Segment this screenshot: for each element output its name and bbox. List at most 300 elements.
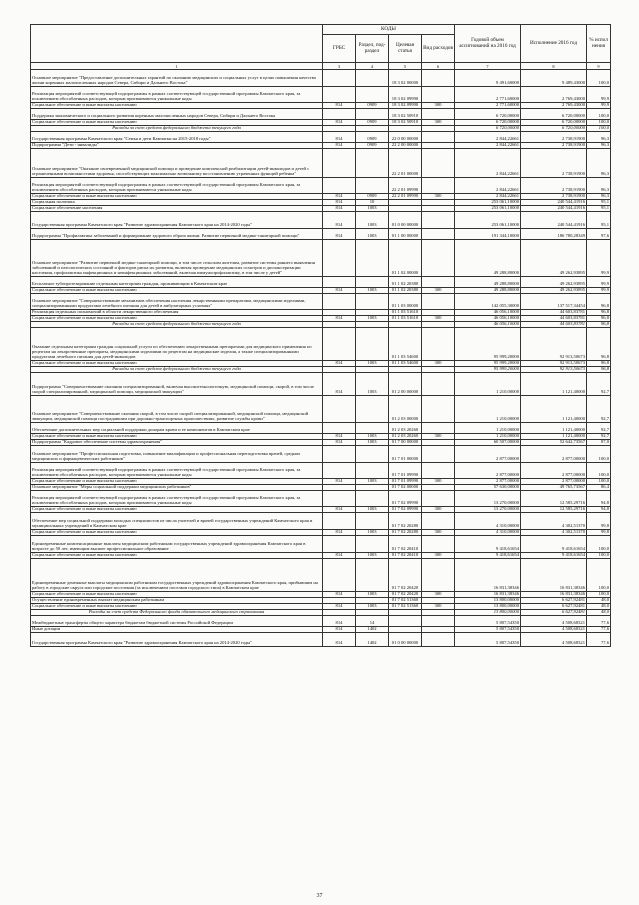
- row-razdel-cell: 1003: [356, 288, 389, 294]
- row-grbs-cell: 814: [323, 103, 356, 109]
- table-row: [31, 446, 611, 463]
- table-row: [31, 240, 611, 277]
- row-percent-cell: 99,9: [587, 277, 611, 288]
- column-number: 8: [521, 63, 587, 70]
- row-name-cell: Основное мероприятие "Развитие первичной медико-санитарной помощи, в том числе сельским жителям, развитие системы раннего выявления заболеваний и патологических состояний и факторов риска их развития, включая проведение медицинских осмотров и диспансеризации населения, профилактика инфекционных и неинфекционных заболеваний, включая иммунопрофилактику, в том числе у детей": [31, 240, 323, 277]
- row-plan-cell: 46 056,10000: [455, 316, 521, 322]
- row-percent-cell: 100,0: [587, 479, 611, 485]
- row-grbs-cell: [323, 328, 356, 361]
- row-plan-cell: 2 771,60000: [455, 87, 521, 103]
- row-grbs-cell: [323, 396, 356, 423]
- row-fact-cell: 44 603,83781: [521, 316, 587, 322]
- row-target-article-cell: 01 2 03 00000: [389, 396, 422, 423]
- header-fact: Исполнение 2016 год: [521, 25, 587, 63]
- row-name-cell: Осуществление единовременных выплат медицинским работникам: [31, 598, 323, 604]
- row-plan-cell: 16 831,38346: [455, 559, 521, 592]
- row-name-cell: Социальное обеспечение и иные выплаты населению: [31, 434, 323, 440]
- row-plan-cell: 253 061,10000: [455, 212, 521, 229]
- table-row: [31, 491, 611, 507]
- row-razdel-cell: 1402: [356, 633, 389, 647]
- row-name-cell: Подпрограмма "Дети - инвалиды": [31, 143, 323, 149]
- row-target-article-cell: 01 7 02 20420: [389, 559, 422, 592]
- row-plan-cell: 13 270,00000: [455, 507, 521, 513]
- row-grbs-cell: 814: [323, 373, 356, 396]
- row-expense-type-cell: [422, 536, 455, 553]
- column-number: 1: [31, 63, 323, 70]
- row-target-article-cell: 01 7 01 00000: [389, 446, 422, 463]
- table-row: [31, 513, 611, 530]
- row-target-article-cell: 22 2 01 00000: [389, 149, 422, 178]
- table-row: [31, 109, 611, 120]
- row-razdel-cell: 0909: [356, 143, 389, 149]
- table-row: [31, 178, 611, 194]
- header-name-cell: [31, 25, 323, 63]
- row-razdel-cell: 1402: [356, 627, 389, 633]
- row-expense-type-cell: 300: [422, 120, 455, 126]
- row-name-cell: Социальное обеспечение и иные выплаты населению: [31, 288, 323, 294]
- row-name-cell: Государственная программа Камчатского края "Семья и дети Камчатки на 2015-2018 годы": [31, 132, 323, 143]
- row-plan-cell: 13 800,00000: [455, 604, 521, 610]
- row-target-article-cell: 18 3 02 09990: [389, 87, 422, 103]
- row-expense-type-cell: 300: [422, 434, 455, 440]
- row-name-cell: Единовременные компенсационные выплаты медицинским работникам государственных учреждений здравоохранения Камчатского края в возрасте до 50 лет, имеющим высшее профессиональное образование: [31, 536, 323, 553]
- row-fact-cell: 52 642,73567: [521, 440, 587, 446]
- row-fact-cell: 44 603,83781: [521, 310, 587, 316]
- row-razdel-cell: [356, 149, 389, 178]
- row-grbs-cell: [323, 446, 356, 463]
- row-expense-type-cell: [422, 463, 455, 479]
- row-target-article-cell: 01 7 02 51360: [389, 598, 422, 604]
- row-percent-cell: 77,6: [587, 627, 611, 633]
- row-name-cell: Реализация мероприятий соответствующей подпрограммы в рамках соответствующей государственной программы Камчатского края, за исключением обособленных расходов, которым присваиваются уникальные коды: [31, 87, 323, 103]
- row-fact-cell: 6 720,00000: [521, 109, 587, 120]
- row-fact-cell: 240 544,41916: [521, 212, 587, 229]
- row-name-cell: Реализация мероприятий соответствующей подпрограммы в рамках соответствующей государственной программы Камчатского края, за исключением обособленных расходов, которым присваиваются уникальные коды: [31, 491, 323, 507]
- row-razdel-cell: [356, 446, 389, 463]
- row-plan-cell: 2 844,22661: [455, 149, 521, 178]
- row-fact-cell: 240 544,41916: [521, 206, 587, 212]
- row-percent-cell: 96,8: [587, 367, 611, 373]
- row-plan-cell: 57 630,00000: [455, 485, 521, 491]
- row-percent-cell: 95,1: [587, 206, 611, 212]
- row-target-article-cell: 18 3 02 50910: [389, 120, 422, 126]
- row-percent-cell: 99,9: [587, 87, 611, 103]
- row-razdel-cell: 1003: [356, 479, 389, 485]
- row-name-cell: Основное мероприятие "Совершенствование механизмов обеспечения населения лекарственными препаратами, медицинскими изделиями, специализированными продуктами лечебного питания для детей в амбулаторных условиях": [31, 294, 323, 310]
- row-fact-cell: 49 262,93895: [521, 288, 587, 294]
- row-target-article-cell: 01 7 02 51360: [389, 604, 422, 610]
- row-expense-type-cell: [422, 132, 455, 143]
- row-name-cell: Подпрограмма "Профилактика заболеваний и формирование здорового образа жизни. Развитие первичной медико-санитарной помощи": [31, 229, 323, 240]
- column-number: 4: [356, 63, 389, 70]
- row-percent-cell: 96,8: [587, 294, 611, 310]
- row-target-article-cell: 01 7 02 00000: [389, 485, 422, 491]
- row-plan-cell: 49 288,80000: [455, 240, 521, 277]
- row-plan-cell: 2 877,00000: [455, 463, 521, 479]
- row-grbs-cell: 814: [323, 553, 356, 559]
- row-target-article-cell: 01 1 03 54600: [389, 328, 422, 361]
- table-row: [31, 536, 611, 553]
- row-percent-cell: 95,1: [587, 212, 611, 229]
- row-grbs-cell: 814: [323, 434, 356, 440]
- row-percent-cell: 100,0: [587, 559, 611, 592]
- row-grbs-cell: 814: [323, 316, 356, 322]
- row-razdel-cell: 1003: [356, 440, 389, 446]
- row-name-cell: Социальное обеспечение населения: [31, 206, 323, 212]
- row-fact-cell: 6 720,00000: [521, 126, 587, 132]
- table-row: [31, 463, 611, 479]
- row-name-cell: Социальное обеспечение и иные выплаты населению: [31, 553, 323, 559]
- row-target-article-cell: 22 2 01 09990: [389, 194, 422, 200]
- row-razdel-cell: [356, 277, 389, 288]
- row-grbs-cell: 814: [323, 592, 356, 598]
- row-percent-cell: 99,8: [587, 530, 611, 536]
- row-percent-cell: 94,8: [587, 491, 611, 507]
- row-percent-cell: 96,8: [587, 322, 611, 328]
- row-target-article-cell: 01 2 03 20260: [389, 423, 422, 434]
- row-plan-cell: 2 877,00000: [455, 479, 521, 485]
- row-grbs-cell: [323, 277, 356, 288]
- row-expense-type-cell: [422, 149, 455, 178]
- row-expense-type-cell: [422, 559, 455, 592]
- row-percent-cell: 92,7: [587, 423, 611, 434]
- row-percent-cell: 97,6: [587, 229, 611, 240]
- row-plan-cell: 13 800,00000: [455, 610, 521, 616]
- row-fact-cell: 92 913,50673: [521, 367, 587, 373]
- row-percent-cell: 96,3: [587, 178, 611, 194]
- row-target-article-cell: 22 2 01 09990: [389, 178, 422, 194]
- row-target-article-cell: 01 1 03 54600: [389, 361, 422, 367]
- row-fact-cell: 92 913,50673: [521, 328, 587, 361]
- row-plan-cell: 9 418,61654: [455, 536, 521, 553]
- column-number: 7: [455, 63, 521, 70]
- row-grbs-cell: 814: [323, 627, 356, 633]
- row-target-article-cell: 01 1 02 20380: [389, 288, 422, 294]
- row-grbs-cell: [323, 423, 356, 434]
- row-fact-cell: 2 738,91900: [521, 149, 587, 178]
- row-razdel-cell: [356, 423, 389, 434]
- row-grbs-cell: 814: [323, 288, 356, 294]
- row-plan-cell: 46 056,10000: [455, 310, 521, 316]
- row-target-article-cell: 01 2 03 20260: [389, 434, 422, 440]
- row-grbs-cell: [323, 491, 356, 507]
- row-grbs-cell: 814: [323, 206, 356, 212]
- row-fact-cell: 2 769,43000: [521, 87, 587, 103]
- row-fact-cell: 44 603,83781: [521, 322, 587, 328]
- row-percent-cell: 48,0: [587, 604, 611, 610]
- row-razdel-cell: [356, 87, 389, 103]
- row-expense-type-cell: [422, 396, 455, 423]
- row-name-cell: Государственная программа Камчатского края "Развитие здравоохранения Камчатского края на 2014-2020 годы": [31, 212, 323, 229]
- row-grbs-cell: [323, 463, 356, 479]
- row-fact-cell: 2 738,91900: [521, 194, 587, 200]
- row-percent-cell: 100,0: [587, 70, 611, 87]
- row-plan-cell: 46 056,10000: [455, 322, 521, 328]
- row-razdel-cell: 1003: [356, 229, 389, 240]
- row-grbs-cell: 814: [323, 229, 356, 240]
- row-fact-cell: 9 418,61654: [521, 553, 587, 559]
- row-percent-cell: 86,4: [587, 485, 611, 491]
- row-percent-cell: 48,0: [587, 598, 611, 604]
- row-razdel-cell: [356, 396, 389, 423]
- row-target-article-cell: 01 1 03 51610: [389, 310, 422, 316]
- row-target-article-cell: 01 7 02 20280: [389, 530, 422, 536]
- row-fact-cell: 12 585,29716: [521, 491, 587, 507]
- budget-execution-table: [30, 24, 611, 647]
- row-plan-cell: 1 210,00000: [455, 423, 521, 434]
- row-grbs-cell: 814: [323, 194, 356, 200]
- row-expense-type-cell: [422, 178, 455, 194]
- row-expense-type-cell: [422, 328, 455, 361]
- row-grbs-cell: [323, 178, 356, 194]
- row-expense-type-cell: [422, 491, 455, 507]
- row-name-cell: Расходы за счет средств федерального бюджета текущего года: [31, 367, 323, 373]
- row-razdel-cell: [356, 513, 389, 530]
- column-number: 9: [587, 63, 611, 70]
- row-grbs-cell: 814: [323, 212, 356, 229]
- row-percent-cell: 96,8: [587, 316, 611, 322]
- row-target-article-cell: 01 0 00 00000: [389, 633, 422, 647]
- table-body: [31, 70, 611, 647]
- header-percent: % испол нения: [587, 25, 611, 63]
- row-percent-cell: 100,0: [587, 592, 611, 598]
- row-target-article-cell: 01 1 03 00000: [389, 294, 422, 310]
- row-razdel-cell: [356, 328, 389, 361]
- row-plan-cell: 191 344,10000: [455, 229, 521, 240]
- header-expense-type: Вид расходов: [422, 35, 455, 63]
- row-percent-cell: 100,0: [587, 553, 611, 559]
- row-fact-cell: 6 627,92481: [521, 610, 587, 616]
- row-razdel-cell: [356, 294, 389, 310]
- row-name-cell: Подпрограмма "Кадровое обеспечение системы здравоохранения": [31, 440, 323, 446]
- row-grbs-cell: 814: [323, 120, 356, 126]
- row-name-cell: Основное мероприятие "Профессиональная подготовка, повышение квалификации и профессиональная переподготовка врачей, средних медицинских и фармацевтических работников": [31, 446, 323, 463]
- row-grbs-cell: 814: [323, 132, 356, 143]
- row-target-article-cell: 01 7 02 20410: [389, 553, 422, 559]
- row-target-article-cell: 18 3 02 09990: [389, 103, 422, 109]
- row-target-article-cell: 01 7 02 20410: [389, 536, 422, 553]
- table-row: [31, 294, 611, 310]
- row-razdel-cell: [356, 463, 389, 479]
- row-razdel-cell: 1003: [356, 553, 389, 559]
- row-razdel-cell: [356, 491, 389, 507]
- row-fact-cell: 1 121,40000: [521, 396, 587, 423]
- row-fact-cell: 4 508,68321: [521, 627, 587, 633]
- row-plan-cell: 9 491,60000: [455, 70, 521, 87]
- row-plan-cell: 253 061,10000: [455, 206, 521, 212]
- row-grbs-cell: [323, 294, 356, 310]
- row-percent-cell: 100,0: [587, 446, 611, 463]
- row-fact-cell: 2 769,43000: [521, 103, 587, 109]
- row-percent-cell: 99,8: [587, 513, 611, 530]
- row-percent-cell: 92,7: [587, 396, 611, 423]
- row-name-cell: Подпрограмма "Совершенствование оказания специализированной, включая высокотехнологичную, медицинской помощи, скорой, в том числе скорой специализированной, медицинской помощи, медицинской эвакуации": [31, 373, 323, 396]
- row-plan-cell: 95 999,20000: [455, 328, 521, 361]
- row-percent-cell: 100,0: [587, 463, 611, 479]
- header-razdel: Раздел, под-раздел: [356, 35, 389, 63]
- row-plan-cell: 13 270,00000: [455, 491, 521, 507]
- row-grbs-cell: 814: [323, 507, 356, 513]
- row-fact-cell: 92 913,50673: [521, 361, 587, 367]
- row-fact-cell: 1 121,40000: [521, 373, 587, 396]
- header-codes-row: [31, 25, 611, 35]
- row-percent-cell: 96,3: [587, 194, 611, 200]
- row-target-article-cell: 22 2 00 00000: [389, 143, 422, 149]
- row-grbs-cell: [323, 109, 356, 120]
- row-grbs-cell: [323, 559, 356, 592]
- row-target-article-cell: 01 7 01 09990: [389, 479, 422, 485]
- row-fact-cell: 4 508,68321: [521, 633, 587, 647]
- row-plan-cell: 49 288,80000: [455, 277, 521, 288]
- row-percent-cell: 96,8: [587, 328, 611, 361]
- row-expense-type-cell: [422, 70, 455, 87]
- row-expense-type-cell: 300: [422, 507, 455, 513]
- row-expense-type-cell: 300: [422, 194, 455, 200]
- row-name-cell: Социальное обеспечение и иные выплаты населению: [31, 479, 323, 485]
- row-fact-cell: 2 877,00000: [521, 446, 587, 463]
- row-name-cell: Межбюджетные трансферты общего характера бюджетам бюджетной системы Российской Федерации: [31, 616, 323, 627]
- row-expense-type-cell: 300: [422, 103, 455, 109]
- row-expense-type-cell: 300: [422, 288, 455, 294]
- row-expense-type-cell: [422, 294, 455, 310]
- row-target-article-cell: 01 7 02 09990: [389, 507, 422, 513]
- row-plan-cell: 95 999,20000: [455, 361, 521, 367]
- row-plan-cell: 2 771,60000: [455, 103, 521, 109]
- row-name-cell: Основное мероприятие "Предоставление дополнительных гарантий по оказанию медицинских и социальных услуг в целях повышения качества жизни коренных малочисленных народов Севера, Сибири и Дальнего Востока": [31, 70, 323, 87]
- row-name-cell: Социальное обеспечение и иные выплаты населению: [31, 604, 323, 610]
- row-percent-cell: 96,8: [587, 361, 611, 367]
- table-row: [31, 633, 611, 647]
- row-plan-cell: 6 720,00000: [455, 126, 521, 132]
- table-row: [31, 373, 611, 396]
- row-target-article-cell: 01 1 02 00000: [389, 240, 422, 277]
- row-fact-cell: 240 544,41916: [521, 200, 587, 206]
- row-fact-cell: 186 780,28349: [521, 229, 587, 240]
- row-expense-type-cell: [422, 277, 455, 288]
- row-fact-cell: 49 262,93895: [521, 277, 587, 288]
- row-percent-cell: 77,6: [587, 616, 611, 627]
- row-target-article-cell: 01 7 02 09990: [389, 491, 422, 507]
- row-expense-type-cell: [422, 373, 455, 396]
- row-plan-cell: 6 720,00000: [455, 120, 521, 126]
- row-razdel-cell: 14: [356, 616, 389, 627]
- row-name-cell: Социальное обеспечение и иные выплаты населению: [31, 592, 323, 598]
- row-plan-cell: 16 831,38346: [455, 592, 521, 598]
- row-fact-cell: 9 489,43000: [521, 70, 587, 87]
- row-target-article-cell: 01 1 03 51610: [389, 316, 422, 322]
- row-name-cell: Обеспечение мер социальной поддержки молодых специалистов из числа учителей и врачей государственных учреждений Камчатского края и муниципальных учреждений в Камчатском крае: [31, 513, 323, 530]
- row-fact-cell: 4 302,51370: [521, 530, 587, 536]
- table-row: [31, 229, 611, 240]
- row-plan-cell: 4 310,00000: [455, 513, 521, 530]
- row-razdel-cell: 1003: [356, 316, 389, 322]
- row-target-article-cell: 18 3 02 00000: [389, 70, 422, 87]
- row-target-article-cell: 01 0 00 00000: [389, 212, 422, 229]
- table-row: [31, 212, 611, 229]
- row-fact-cell: 49 765,73567: [521, 485, 587, 491]
- row-fact-cell: 137 517,34454: [521, 294, 587, 310]
- row-plan-cell: 49 288,80000: [455, 288, 521, 294]
- row-name-cell: Социальная политика: [31, 200, 323, 206]
- row-target-article-cell: 01 7 02 20280: [389, 513, 422, 530]
- row-razdel-cell: 1003: [356, 530, 389, 536]
- row-fact-cell: 4 302,51370: [521, 513, 587, 530]
- row-plan-cell: 1 210,00000: [455, 434, 521, 440]
- row-expense-type-cell: 300: [422, 316, 455, 322]
- row-target-article-cell: 22 0 00 00000: [389, 132, 422, 143]
- row-plan-cell: 5 807,54350: [455, 616, 521, 627]
- row-percent-cell: 100,0: [587, 536, 611, 553]
- table-row: [31, 277, 611, 288]
- row-name-cell: Основное мероприятие "Совершенствование оказания скорой, в том числе скорой специализированной, медицинской помощи, медицинской эвакуации, медицинской помощи пострадавшим при дорожно-транспортных происшествиях, развитие службы крови": [31, 396, 323, 423]
- row-razdel-cell: [356, 178, 389, 194]
- row-razdel-cell: 0909: [356, 194, 389, 200]
- row-razdel-cell: 1003: [356, 373, 389, 396]
- row-razdel-cell: 1003: [356, 212, 389, 229]
- row-percent-cell: 94,8: [587, 507, 611, 513]
- row-plan-cell: 9 418,61654: [455, 553, 521, 559]
- row-plan-cell: 95 999,20000: [455, 367, 521, 373]
- row-name-cell: Поддержка экономического и социального развития коренных малочисленных народов Севера, Сибири и Дальнего Востока: [31, 109, 323, 120]
- table-row: [31, 149, 611, 178]
- row-grbs-cell: 814: [323, 440, 356, 446]
- row-percent-cell: 99,9: [587, 240, 611, 277]
- row-razdel-cell: 1003: [356, 361, 389, 367]
- row-fact-cell: 2 738,91900: [521, 143, 587, 149]
- row-plan-cell: 2 877,00000: [455, 446, 521, 463]
- row-razdel-cell: 0909: [356, 132, 389, 143]
- row-percent-cell: 87,0: [587, 440, 611, 446]
- row-expense-type-cell: [422, 109, 455, 120]
- row-plan-cell: 2 844,22661: [455, 194, 521, 200]
- row-fact-cell: 6 627,92481: [521, 598, 587, 604]
- row-target-article-cell: 01 7 01 09990: [389, 463, 422, 479]
- row-grbs-cell: [323, 70, 356, 87]
- table-row: [31, 328, 611, 361]
- row-expense-type-cell: 300: [422, 553, 455, 559]
- table-row: [31, 87, 611, 103]
- row-grbs-cell: 814: [323, 479, 356, 485]
- row-name-cell: Социальное обеспечение и иные выплаты населению: [31, 120, 323, 126]
- row-percent-cell: 100,0: [587, 126, 611, 132]
- row-expense-type-cell: 300: [422, 361, 455, 367]
- row-fact-cell: 6 720,00000: [521, 120, 587, 126]
- row-expense-type-cell: [422, 616, 455, 627]
- row-percent-cell: 96,3: [587, 132, 611, 143]
- row-plan-cell: 2 844,22661: [455, 178, 521, 194]
- row-percent-cell: 96,3: [587, 143, 611, 149]
- row-expense-type-cell: [422, 212, 455, 229]
- row-plan-cell: 1 210,00000: [455, 396, 521, 423]
- row-target-article-cell: 01 1 02 20380: [389, 277, 422, 288]
- row-razdel-cell: 1003: [356, 592, 389, 598]
- row-percent-cell: 99,9: [587, 103, 611, 109]
- row-percent-cell: 48,0: [587, 610, 611, 616]
- row-name-cell: Социальное обеспечение и иные выплаты населению: [31, 507, 323, 513]
- row-fact-cell: 1 121,40000: [521, 434, 587, 440]
- row-expense-type-cell: 300: [422, 479, 455, 485]
- row-name-cell: Социальное обеспечение и иные выплаты населению: [31, 103, 323, 109]
- row-name-cell: Государственная программа Камчатского края "Развитие здравоохранения Камчатского края на 2014-2020 годы": [31, 633, 323, 647]
- row-name-cell: Реализация мероприятий соответствующей подпрограммы в рамках соответствующей государственной программы Камчатского края, за исключением обособленных расходов, которым присваиваются уникальные коды: [31, 463, 323, 479]
- row-fact-cell: 2 738,91900: [521, 178, 587, 194]
- row-plan-cell: 1 210,00000: [455, 373, 521, 396]
- row-grbs-cell: 814: [323, 633, 356, 647]
- row-target-article-cell: 01 7 00 00000: [389, 440, 422, 446]
- row-grbs-cell: 814: [323, 530, 356, 536]
- row-plan-cell: 142 055,30000: [455, 294, 521, 310]
- row-percent-cell: 100,0: [587, 120, 611, 126]
